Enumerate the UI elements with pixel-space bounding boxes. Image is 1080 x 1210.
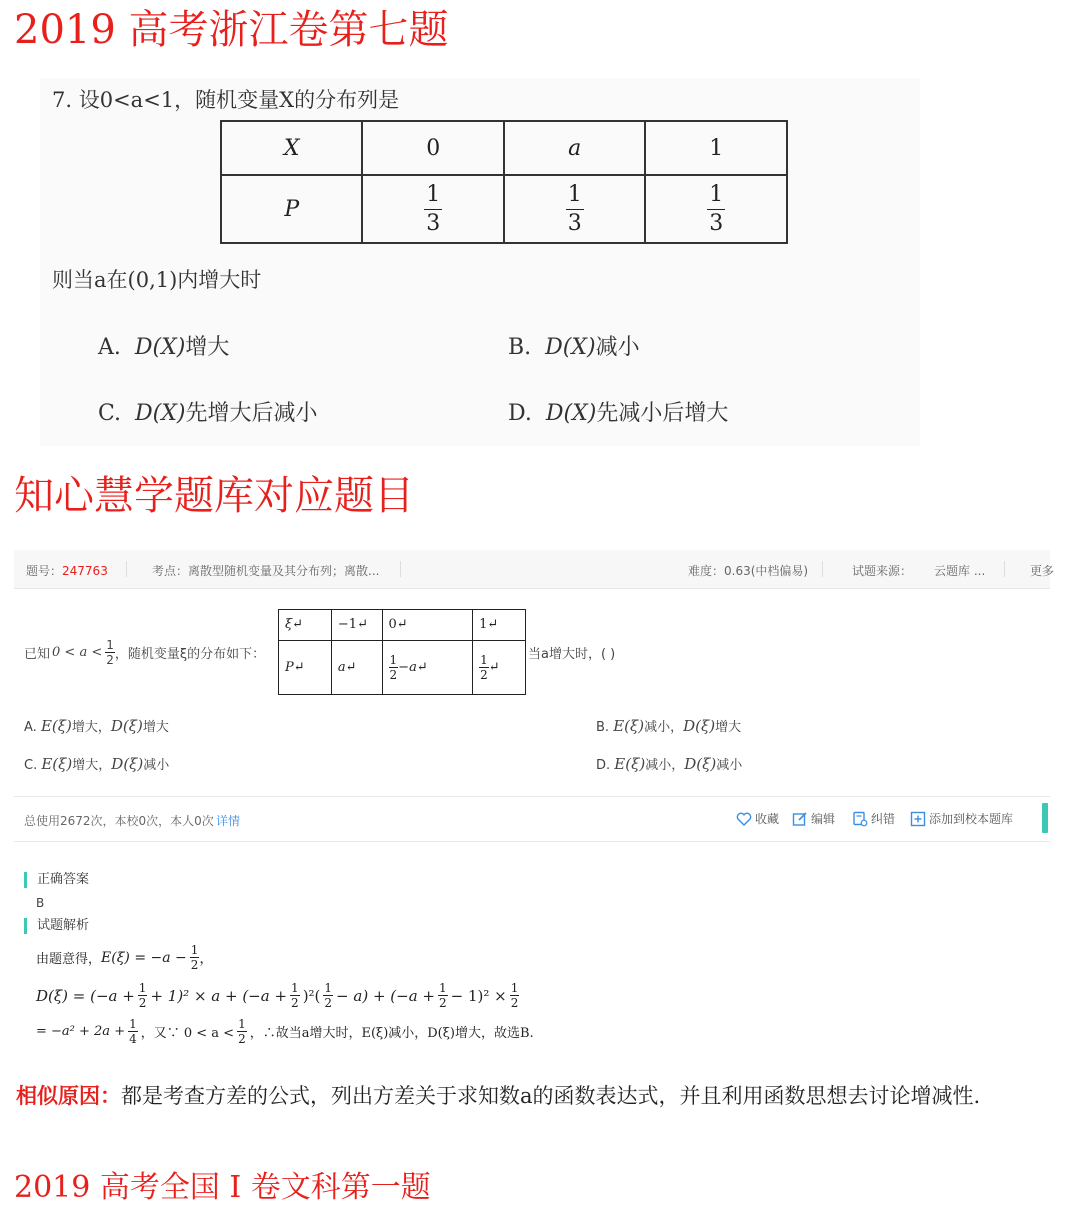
question-meta-bar (14, 550, 1055, 589)
edit-button[interactable]: 编辑 (792, 810, 835, 827)
heart-icon (736, 812, 752, 826)
table-cell (362, 175, 504, 243)
fraction: 1 2 (106, 638, 114, 667)
table-cell (504, 175, 646, 243)
analysis-line-2: D(ξ) = (−a + $\frac{1}{2}$ + 1)² × a + (−a + $\frac{1}{2}$ )²( 1 2 − a) + (−a + $\frac{1}{2}$ − 1)² × $\frac{1}{2}$ (36, 981, 519, 1010)
option-b: B. D(X)减小 (508, 335, 640, 360)
collect-button[interactable]: 收藏 (736, 810, 779, 827)
table-cell: X (221, 121, 362, 175)
report-icon (852, 811, 868, 827)
details-link[interactable]: 详情 (216, 814, 241, 828)
table-cell: a↵ (331, 640, 382, 694)
source-label: 试题来源： (852, 564, 913, 578)
table-cell: 1 (645, 121, 787, 175)
analysis-title: 试题解析 (24, 918, 89, 934)
fraction: $\frac{1}{3}$ (709, 181, 724, 236)
exam-question-image (40, 78, 920, 446)
analysis-line-3: = −a² + 2a + $\frac{1}{4}$ ，又∵ 0 < a < 1 2 ，∴故当a增大时，E(ξ)减小，D(ξ)增大，故选B. (36, 1017, 534, 1046)
answer-value: B (36, 896, 45, 910)
more-link[interactable]: 更多 (1030, 564, 1055, 578)
table-cell: $\frac{1}{2}$ ↵ (473, 640, 526, 694)
question-condition: 则当a在(0,1)内增大时 (52, 268, 262, 292)
side-tab[interactable] (1042, 803, 1048, 833)
card-option-a[interactable]: A. E(ξ)增大，D(ξ)增大 (24, 717, 169, 735)
divider (126, 561, 127, 577)
card-option-d[interactable]: D. E(ξ)减小，D(ξ)减小 (596, 755, 743, 773)
table-cell: 1↵ (473, 610, 526, 641)
knowledge-point[interactable]: 考点：离散型随机变量及其分布列；离散... (152, 564, 380, 578)
usage-stats: 总使用2672次，本校0次，本人0次 (24, 814, 214, 828)
add-to-bank-button[interactable]: 添加到校本题库 (910, 810, 1013, 827)
fraction: $\frac{1}{3}$ (426, 181, 441, 236)
option-c: C. D(X)先增大后减小 (98, 401, 318, 426)
table-cell: P (221, 175, 362, 243)
heading-exam: 2019 高考浙江卷第七题 (14, 7, 449, 53)
report-error-button[interactable]: 纠错 (852, 810, 895, 827)
table-cell: 0↵ (382, 610, 473, 641)
plus-box-icon (910, 811, 926, 827)
source-value[interactable]: 云题库 ... (934, 564, 986, 578)
option-d: D. D(X)先减小后增大 (508, 401, 729, 426)
analysis-line-1: 由题意得， E(ξ) = −a − $\frac{1}{2}$ ， (36, 943, 214, 972)
distribution-table (220, 120, 788, 244)
heading-question-bank: 知心慧学题库对应题目 (14, 473, 414, 519)
card-option-c[interactable]: C. E(ξ)增大，D(ξ)减小 (24, 755, 170, 773)
option-a: A. D(X)增大 (98, 335, 230, 360)
table-cell: ξ↵ (279, 610, 332, 641)
table-cell (645, 175, 787, 243)
fraction: $\frac{1}{3}$ (567, 181, 582, 236)
usage-bar (14, 796, 1050, 842)
similarity-reason: 相似原因：都是考查方差的公式，列出方差关于求知数a的函数表达式，并且利用函数思想去讨论增减性. (16, 1083, 981, 1108)
divider (400, 561, 401, 577)
card-stem-suffix: 当a增大时，( ) (528, 647, 616, 662)
divider (1004, 561, 1005, 577)
table-cell: a (504, 121, 646, 175)
table-cell: P↵ (279, 640, 332, 694)
edit-icon (792, 811, 808, 827)
question-id: 题号：247763 (26, 564, 108, 578)
difficulty: 难度：0.63(中档偏易) (688, 564, 809, 578)
table-cell: 0 (362, 121, 504, 175)
card-option-b[interactable]: B. E(ξ)减小，D(ξ)增大 (596, 717, 742, 735)
heading-next: 2019 高考全国 I 卷文科第一题 (14, 1170, 431, 1205)
table-cell: −1↵ (331, 610, 382, 641)
table-cell: $\frac{1}{2}$ −a↵ (382, 640, 473, 694)
card-distribution-table (278, 609, 526, 695)
card-stem: 已知 0 < a < 1 2 ，随机变量ξ的分布如下： (24, 638, 266, 667)
question-stem: 7. 设0<a<1，随机变量X的分布列是 (52, 88, 400, 112)
answer-title: 正确答案 (24, 872, 89, 888)
divider (822, 561, 823, 577)
